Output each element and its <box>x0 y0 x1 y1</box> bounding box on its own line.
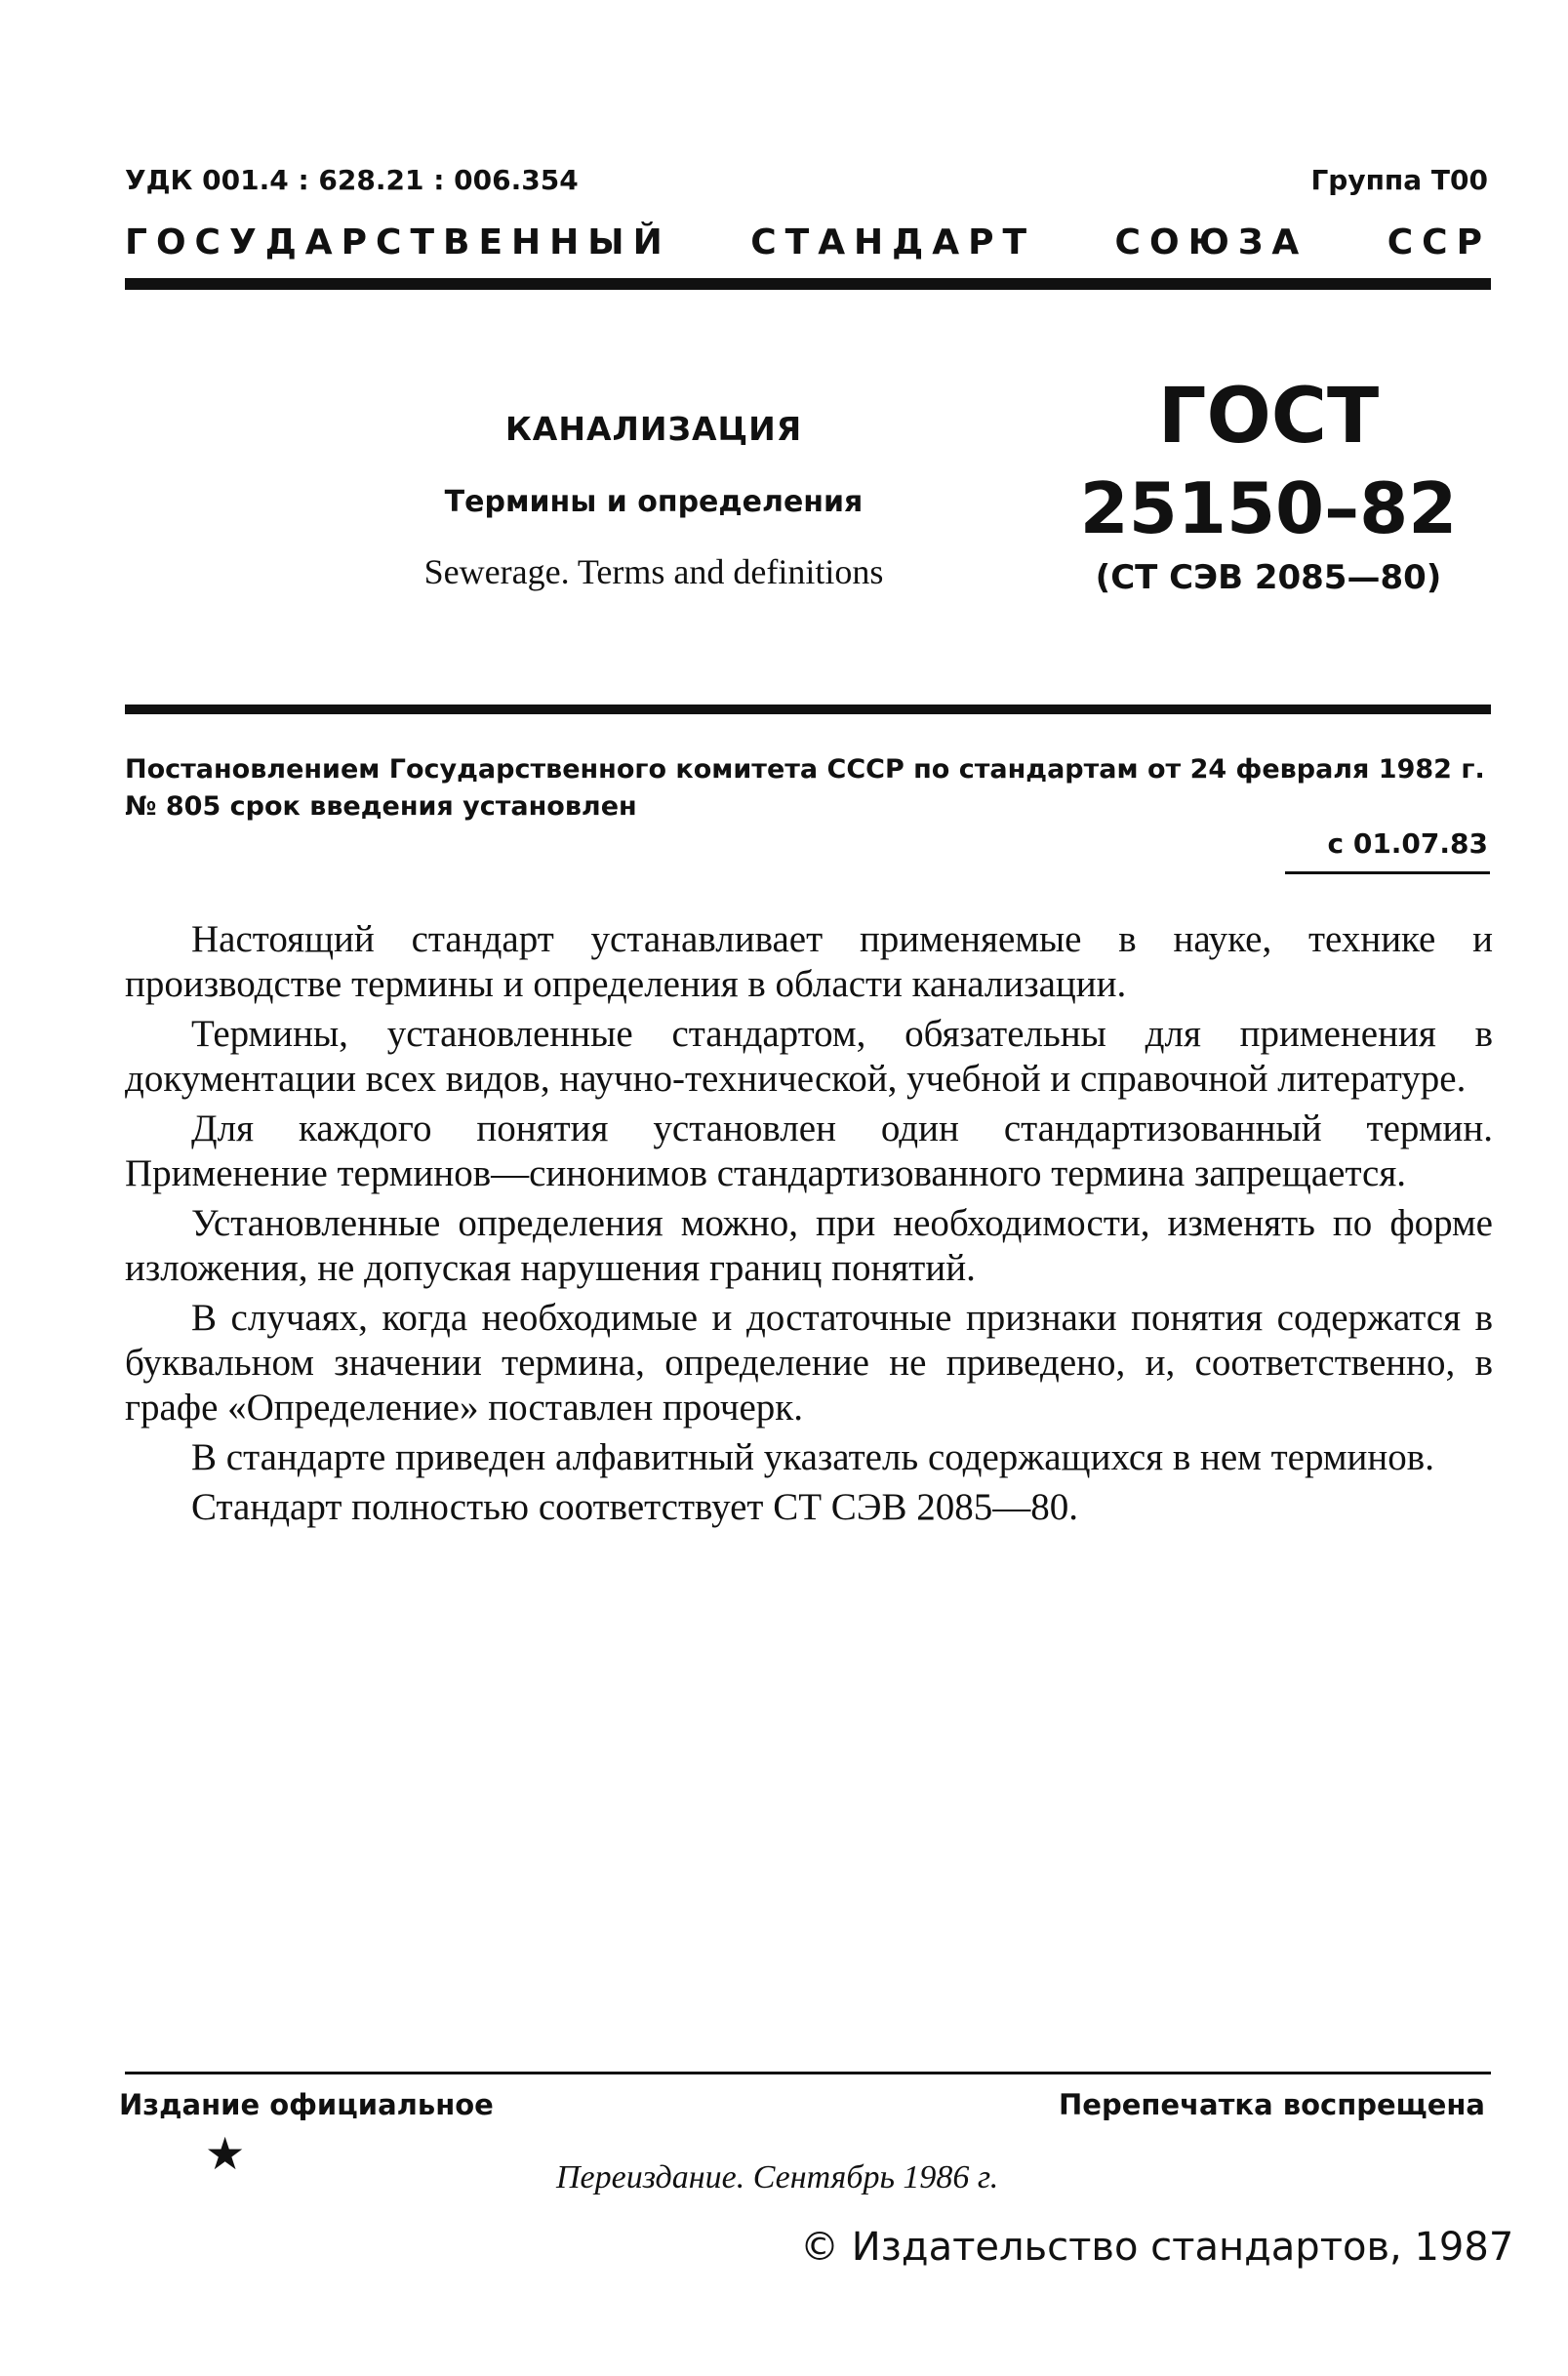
effective-date: с 01.07.83 <box>1327 827 1488 860</box>
bottom-rule <box>125 2072 1491 2074</box>
udk-code: УДК 001.4 : 628.21 : 006.354 <box>125 164 579 196</box>
subject-subtitle: Термины и определения <box>444 485 864 519</box>
publisher-copyright: © Издательство стандартов, 1987 <box>800 2225 1514 2270</box>
paragraph: В стандарте приведен алфавитный указатель содержащихся в нем терминов. <box>191 1436 1434 1478</box>
effective-date-underline <box>1285 871 1490 874</box>
subject-english: Sewerage. Terms and definitions <box>423 552 884 591</box>
official-edition-label: Издание официальное <box>119 2088 494 2121</box>
gost-number: 25150–82 <box>1079 467 1458 549</box>
heading-word-2: СТАНДАРТ <box>750 222 1036 262</box>
paragraph: Стандарт полностью соответствует СТ СЭВ 2085—80. <box>191 1486 1079 1528</box>
body-text <box>125 917 1493 1535</box>
state-standard-heading <box>125 222 1491 262</box>
top-rule <box>125 278 1491 290</box>
gost-label: ГОСТ <box>1157 373 1380 461</box>
paragraph: Термины, установленные стандартом, обязательны для применения в документации всех видов, научно-технической, учебной и справочной литературе. <box>125 1013 1493 1100</box>
group-code: Группа Т00 <box>1310 164 1488 196</box>
star-icon: ★ <box>205 2129 246 2179</box>
heading-word-3: СОЮЗА <box>1114 222 1308 262</box>
reprint-prohibited-label: Перепечатка воспрещена <box>1059 2088 1485 2121</box>
reissue-note: Переиздание. Сентябрь 1986 г. <box>556 2159 999 2195</box>
middle-rule <box>125 705 1491 714</box>
decree-text: Постановлением Государственного комитета СССР по стандартам от 24 февраля 1982 г. № 805 срок введения установлен <box>125 754 1485 822</box>
paragraph: Настоящий стандарт устанавливает применяемые в науке, технике и производстве термины и определения в области канализации. <box>125 918 1493 1005</box>
paragraph: Для каждого понятия установлен один стандартизованный термин. Применение терминов—синонимов стандартизованного термина запрещается. <box>125 1107 1493 1194</box>
paragraph: Установленные определения можно, при необходимости, изменять по форме изложения, не допуская нарушения границ понятий. <box>125 1202 1493 1289</box>
paragraph: В случаях, когда необходимые и достаточные признаки понятия содержатся в буквальном значении термина, определение не приведено, и, соответственно, в графе «Определение» поставлен прочерк. <box>125 1297 1493 1429</box>
heading-word-4: ССР <box>1387 222 1491 262</box>
heading-word-1: ГОСУДАРСТВЕННЫЙ <box>125 222 671 262</box>
subject-title: КАНАЛИЗАЦИЯ <box>504 410 803 448</box>
sev-reference: (СТ СЭВ 2085—80) <box>1095 558 1442 597</box>
